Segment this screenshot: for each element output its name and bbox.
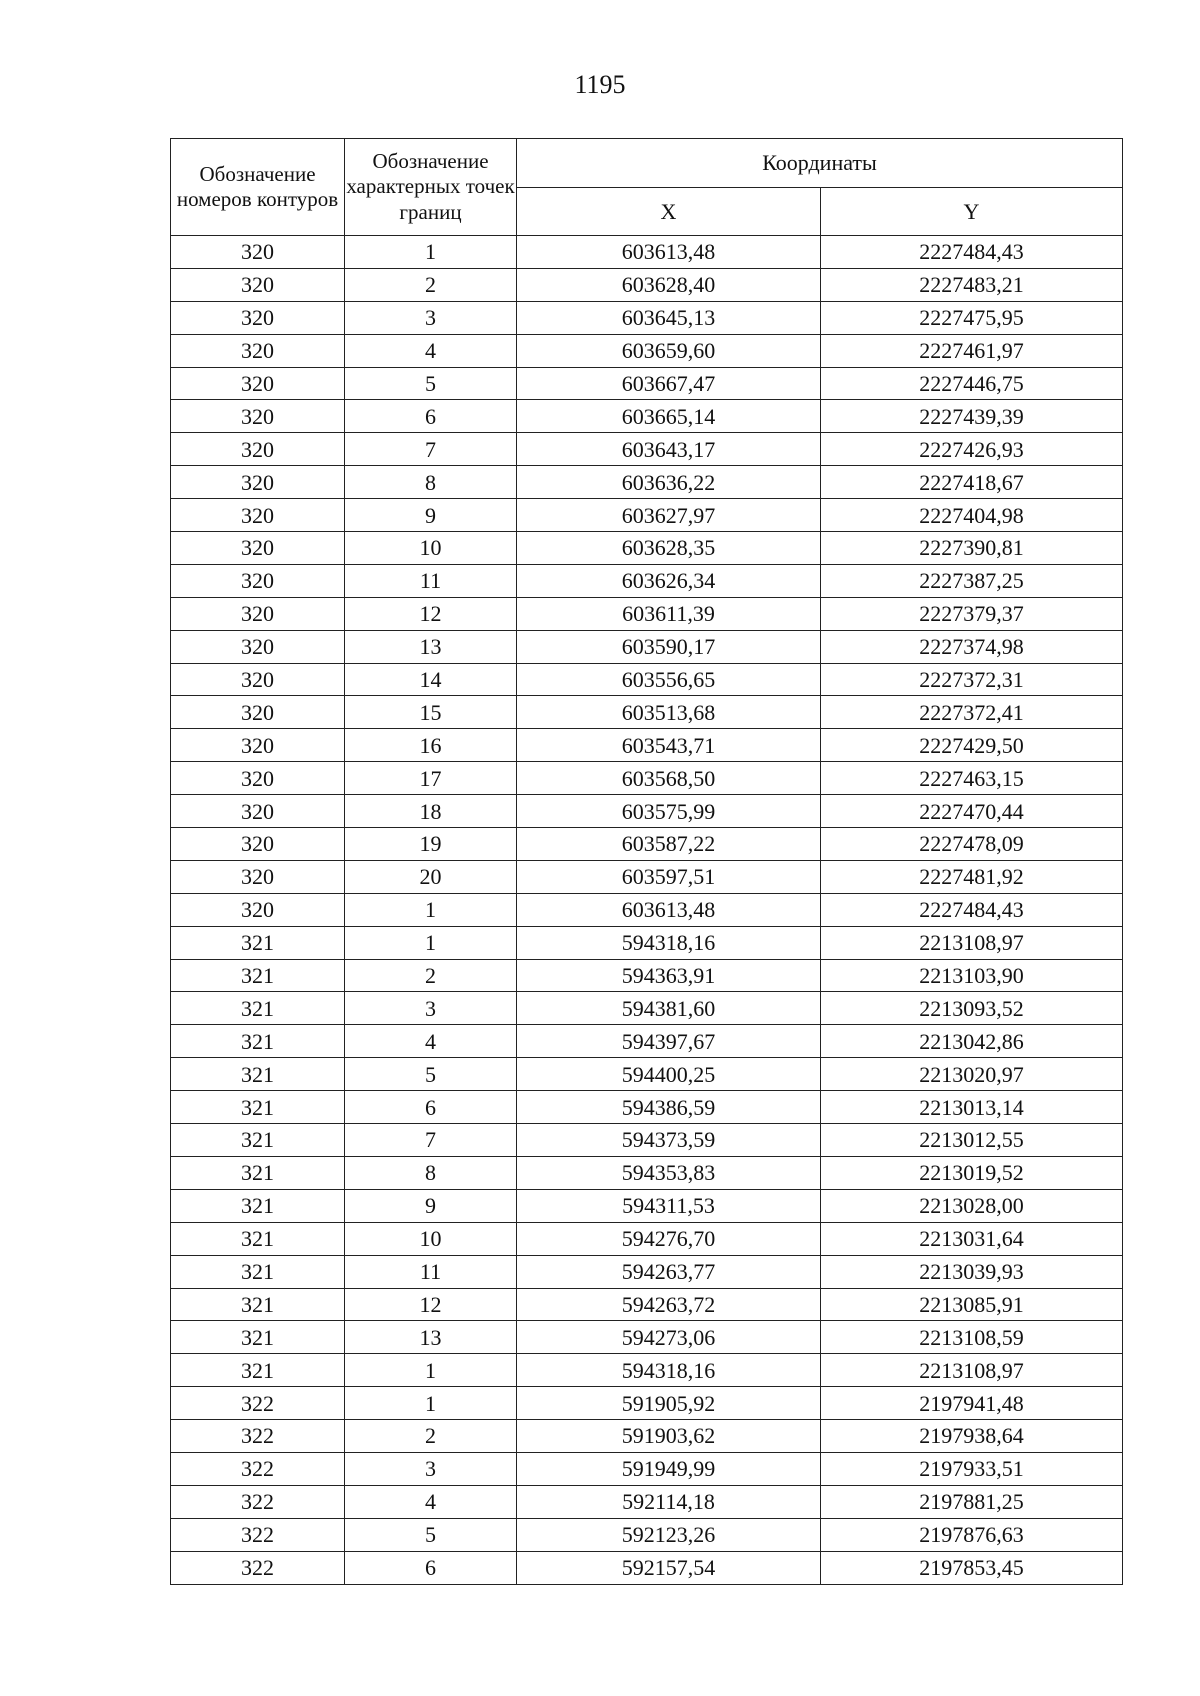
cell-point-number: 4 xyxy=(345,1025,517,1058)
table-row xyxy=(171,400,1123,433)
cell-x-coordinate: 603556,65 xyxy=(517,663,821,696)
table-header xyxy=(171,139,1123,236)
page-number: 1195 xyxy=(574,70,626,99)
cell-x-coordinate: 603626,34 xyxy=(517,564,821,597)
cell-contour-number: 320 xyxy=(171,367,345,400)
cell-point-number: 12 xyxy=(345,597,517,630)
table-row xyxy=(171,1420,1123,1453)
cell-x-coordinate: 603665,14 xyxy=(517,400,821,433)
cell-point-number: 7 xyxy=(345,1124,517,1157)
cell-contour-number: 321 xyxy=(171,1025,345,1058)
cell-y-coordinate: 2213042,86 xyxy=(821,1025,1123,1058)
cell-x-coordinate: 594263,72 xyxy=(517,1288,821,1321)
cell-y-coordinate: 2227484,43 xyxy=(821,236,1123,269)
cell-x-coordinate: 603613,48 xyxy=(517,236,821,269)
table-row xyxy=(171,860,1123,893)
cell-x-coordinate: 603513,68 xyxy=(517,696,821,729)
cell-y-coordinate: 2197933,51 xyxy=(821,1452,1123,1485)
cell-y-coordinate: 2227372,31 xyxy=(821,663,1123,696)
table-row xyxy=(171,1189,1123,1222)
table-row xyxy=(171,663,1123,696)
table-row xyxy=(171,367,1123,400)
cell-y-coordinate: 2227463,15 xyxy=(821,762,1123,795)
cell-y-coordinate: 2213108,97 xyxy=(821,1354,1123,1387)
cell-y-coordinate: 2213031,64 xyxy=(821,1222,1123,1255)
table-row xyxy=(171,1387,1123,1420)
cell-contour-number: 321 xyxy=(171,1091,345,1124)
header-x: X xyxy=(517,188,821,236)
cell-point-number: 1 xyxy=(345,1387,517,1420)
cell-y-coordinate: 2213093,52 xyxy=(821,992,1123,1025)
cell-point-number: 4 xyxy=(345,334,517,367)
cell-x-coordinate: 594276,70 xyxy=(517,1222,821,1255)
table-row xyxy=(171,630,1123,663)
cell-point-number: 15 xyxy=(345,696,517,729)
cell-point-number: 1 xyxy=(345,236,517,269)
cell-contour-number: 321 xyxy=(171,926,345,959)
cell-y-coordinate: 2213108,59 xyxy=(821,1321,1123,1354)
cell-point-number: 9 xyxy=(345,1189,517,1222)
cell-contour-number: 320 xyxy=(171,499,345,532)
table-row xyxy=(171,1452,1123,1485)
cell-x-coordinate: 594318,16 xyxy=(517,926,821,959)
cell-point-number: 4 xyxy=(345,1485,517,1518)
cell-x-coordinate: 594386,59 xyxy=(517,1091,821,1124)
cell-x-coordinate: 603627,97 xyxy=(517,499,821,532)
cell-point-number: 7 xyxy=(345,433,517,466)
cell-contour-number: 321 xyxy=(171,1321,345,1354)
cell-contour-number: 322 xyxy=(171,1518,345,1551)
cell-contour-number: 320 xyxy=(171,762,345,795)
cell-y-coordinate: 2227429,50 xyxy=(821,729,1123,762)
cell-contour-number: 321 xyxy=(171,1288,345,1321)
cell-contour-number: 320 xyxy=(171,696,345,729)
cell-point-number: 14 xyxy=(345,663,517,696)
table-row xyxy=(171,1485,1123,1518)
table-row xyxy=(171,1518,1123,1551)
cell-contour-number: 322 xyxy=(171,1452,345,1485)
cell-x-coordinate: 594263,77 xyxy=(517,1255,821,1288)
cell-x-coordinate: 594318,16 xyxy=(517,1354,821,1387)
cell-contour-number: 320 xyxy=(171,334,345,367)
cell-contour-number: 322 xyxy=(171,1485,345,1518)
cell-x-coordinate: 591903,62 xyxy=(517,1420,821,1453)
cell-point-number: 10 xyxy=(345,532,517,565)
cell-y-coordinate: 2227404,98 xyxy=(821,499,1123,532)
cell-point-number: 6 xyxy=(345,1551,517,1584)
cell-point-number: 13 xyxy=(345,1321,517,1354)
cell-y-coordinate: 2227481,92 xyxy=(821,860,1123,893)
table-row xyxy=(171,301,1123,334)
cell-point-number: 17 xyxy=(345,762,517,795)
cell-contour-number: 320 xyxy=(171,236,345,269)
cell-contour-number: 321 xyxy=(171,1222,345,1255)
cell-y-coordinate: 2227372,41 xyxy=(821,696,1123,729)
table-row xyxy=(171,564,1123,597)
cell-point-number: 6 xyxy=(345,400,517,433)
cell-x-coordinate: 603590,17 xyxy=(517,630,821,663)
table-row xyxy=(171,893,1123,926)
cell-contour-number: 321 xyxy=(171,1156,345,1189)
cell-y-coordinate: 2197853,45 xyxy=(821,1551,1123,1584)
cell-x-coordinate: 603628,40 xyxy=(517,268,821,301)
cell-point-number: 2 xyxy=(345,959,517,992)
cell-point-number: 8 xyxy=(345,1156,517,1189)
cell-point-number: 5 xyxy=(345,367,517,400)
cell-point-number: 1 xyxy=(345,926,517,959)
cell-contour-number: 320 xyxy=(171,532,345,565)
cell-point-number: 3 xyxy=(345,992,517,1025)
cell-y-coordinate: 2213039,93 xyxy=(821,1255,1123,1288)
table-row xyxy=(171,959,1123,992)
cell-x-coordinate: 603597,51 xyxy=(517,860,821,893)
table-row xyxy=(171,729,1123,762)
cell-y-coordinate: 2227418,67 xyxy=(821,466,1123,499)
cell-point-number: 10 xyxy=(345,1222,517,1255)
header-coordinates: Координаты xyxy=(517,139,1123,188)
cell-y-coordinate: 2227461,97 xyxy=(821,334,1123,367)
cell-y-coordinate: 2197941,48 xyxy=(821,1387,1123,1420)
cell-x-coordinate: 603636,22 xyxy=(517,466,821,499)
cell-x-coordinate: 603568,50 xyxy=(517,762,821,795)
cell-contour-number: 321 xyxy=(171,1124,345,1157)
table-row xyxy=(171,1255,1123,1288)
cell-y-coordinate: 2213019,52 xyxy=(821,1156,1123,1189)
cell-contour-number: 320 xyxy=(171,564,345,597)
cell-point-number: 2 xyxy=(345,1420,517,1453)
cell-x-coordinate: 594273,06 xyxy=(517,1321,821,1354)
cell-x-coordinate: 594353,83 xyxy=(517,1156,821,1189)
cell-contour-number: 320 xyxy=(171,433,345,466)
header-y: Y xyxy=(821,188,1123,236)
cell-x-coordinate: 603667,47 xyxy=(517,367,821,400)
cell-x-coordinate: 591949,99 xyxy=(517,1452,821,1485)
cell-y-coordinate: 2213013,14 xyxy=(821,1091,1123,1124)
cell-y-coordinate: 2227475,95 xyxy=(821,301,1123,334)
cell-y-coordinate: 2227446,75 xyxy=(821,367,1123,400)
table-row xyxy=(171,1551,1123,1584)
cell-x-coordinate: 603613,48 xyxy=(517,893,821,926)
cell-contour-number: 321 xyxy=(171,1058,345,1091)
cell-x-coordinate: 592123,26 xyxy=(517,1518,821,1551)
cell-y-coordinate: 2197876,63 xyxy=(821,1518,1123,1551)
cell-y-coordinate: 2213028,00 xyxy=(821,1189,1123,1222)
cell-y-coordinate: 2213012,55 xyxy=(821,1124,1123,1157)
cell-y-coordinate: 2213103,90 xyxy=(821,959,1123,992)
table-row xyxy=(171,795,1123,828)
cell-contour-number: 320 xyxy=(171,400,345,433)
table-row xyxy=(171,696,1123,729)
cell-contour-number: 320 xyxy=(171,268,345,301)
cell-y-coordinate: 2197881,25 xyxy=(821,1485,1123,1518)
cell-contour-number: 321 xyxy=(171,1255,345,1288)
cell-point-number: 1 xyxy=(345,1354,517,1387)
table-body xyxy=(171,236,1123,1585)
cell-y-coordinate: 2227483,21 xyxy=(821,268,1123,301)
cell-point-number: 9 xyxy=(345,499,517,532)
header-boundary-points: Обозначение характерных точек границ xyxy=(345,139,517,236)
table-row xyxy=(171,1354,1123,1387)
table-row xyxy=(171,1222,1123,1255)
cell-x-coordinate: 594373,59 xyxy=(517,1124,821,1157)
table-row xyxy=(171,828,1123,861)
cell-contour-number: 320 xyxy=(171,860,345,893)
table-row xyxy=(171,1124,1123,1157)
cell-contour-number: 320 xyxy=(171,630,345,663)
cell-x-coordinate: 603575,99 xyxy=(517,795,821,828)
cell-x-coordinate: 591905,92 xyxy=(517,1387,821,1420)
cell-contour-number: 321 xyxy=(171,1189,345,1222)
cell-x-coordinate: 594397,67 xyxy=(517,1025,821,1058)
table-row xyxy=(171,1091,1123,1124)
table-row xyxy=(171,532,1123,565)
cell-x-coordinate: 603611,39 xyxy=(517,597,821,630)
cell-y-coordinate: 2213020,97 xyxy=(821,1058,1123,1091)
cell-y-coordinate: 2227390,81 xyxy=(821,532,1123,565)
table-row xyxy=(171,268,1123,301)
cell-x-coordinate: 603628,35 xyxy=(517,532,821,565)
cell-x-coordinate: 603543,71 xyxy=(517,729,821,762)
cell-point-number: 11 xyxy=(345,1255,517,1288)
cell-contour-number: 322 xyxy=(171,1420,345,1453)
cell-contour-number: 321 xyxy=(171,1354,345,1387)
cell-contour-number: 320 xyxy=(171,663,345,696)
cell-y-coordinate: 2227387,25 xyxy=(821,564,1123,597)
cell-point-number: 12 xyxy=(345,1288,517,1321)
cell-x-coordinate: 594381,60 xyxy=(517,992,821,1025)
cell-contour-number: 322 xyxy=(171,1551,345,1584)
table-row xyxy=(171,433,1123,466)
cell-point-number: 18 xyxy=(345,795,517,828)
table-row xyxy=(171,1025,1123,1058)
cell-x-coordinate: 603643,17 xyxy=(517,433,821,466)
cell-point-number: 1 xyxy=(345,893,517,926)
cell-point-number: 2 xyxy=(345,268,517,301)
table-row xyxy=(171,499,1123,532)
cell-x-coordinate: 592157,54 xyxy=(517,1551,821,1584)
cell-point-number: 19 xyxy=(345,828,517,861)
cell-x-coordinate: 594311,53 xyxy=(517,1189,821,1222)
cell-x-coordinate: 592114,18 xyxy=(517,1485,821,1518)
coordinates-table xyxy=(170,138,1123,1585)
table-row xyxy=(171,762,1123,795)
table-row xyxy=(171,1058,1123,1091)
table-row xyxy=(171,1156,1123,1189)
cell-y-coordinate: 2227426,93 xyxy=(821,433,1123,466)
table-row xyxy=(171,466,1123,499)
cell-point-number: 8 xyxy=(345,466,517,499)
cell-y-coordinate: 2227379,37 xyxy=(821,597,1123,630)
cell-y-coordinate: 2227374,98 xyxy=(821,630,1123,663)
cell-point-number: 3 xyxy=(345,1452,517,1485)
cell-point-number: 5 xyxy=(345,1518,517,1551)
cell-point-number: 13 xyxy=(345,630,517,663)
table-row xyxy=(171,334,1123,367)
cell-contour-number: 322 xyxy=(171,1387,345,1420)
table-row xyxy=(171,992,1123,1025)
cell-contour-number: 320 xyxy=(171,795,345,828)
cell-y-coordinate: 2227439,39 xyxy=(821,400,1123,433)
cell-y-coordinate: 2213108,97 xyxy=(821,926,1123,959)
table-row xyxy=(171,236,1123,269)
cell-contour-number: 321 xyxy=(171,959,345,992)
cell-x-coordinate: 603587,22 xyxy=(517,828,821,861)
cell-contour-number: 321 xyxy=(171,992,345,1025)
cell-x-coordinate: 603645,13 xyxy=(517,301,821,334)
cell-point-number: 6 xyxy=(345,1091,517,1124)
cell-point-number: 5 xyxy=(345,1058,517,1091)
cell-point-number: 20 xyxy=(345,860,517,893)
header-contour-numbers: Обозначение номеров контуров xyxy=(171,139,345,236)
cell-x-coordinate: 594363,91 xyxy=(517,959,821,992)
table-row xyxy=(171,1288,1123,1321)
table-row xyxy=(171,597,1123,630)
cell-y-coordinate: 2227484,43 xyxy=(821,893,1123,926)
cell-point-number: 11 xyxy=(345,564,517,597)
cell-contour-number: 320 xyxy=(171,597,345,630)
cell-y-coordinate: 2227470,44 xyxy=(821,795,1123,828)
cell-contour-number: 320 xyxy=(171,828,345,861)
cell-x-coordinate: 594400,25 xyxy=(517,1058,821,1091)
cell-point-number: 3 xyxy=(345,301,517,334)
table-row xyxy=(171,926,1123,959)
cell-y-coordinate: 2197938,64 xyxy=(821,1420,1123,1453)
table-row xyxy=(171,1321,1123,1354)
cell-contour-number: 320 xyxy=(171,893,345,926)
cell-contour-number: 320 xyxy=(171,466,345,499)
cell-contour-number: 320 xyxy=(171,729,345,762)
cell-contour-number: 320 xyxy=(171,301,345,334)
cell-y-coordinate: 2213085,91 xyxy=(821,1288,1123,1321)
cell-x-coordinate: 603659,60 xyxy=(517,334,821,367)
cell-y-coordinate: 2227478,09 xyxy=(821,828,1123,861)
cell-point-number: 16 xyxy=(345,729,517,762)
